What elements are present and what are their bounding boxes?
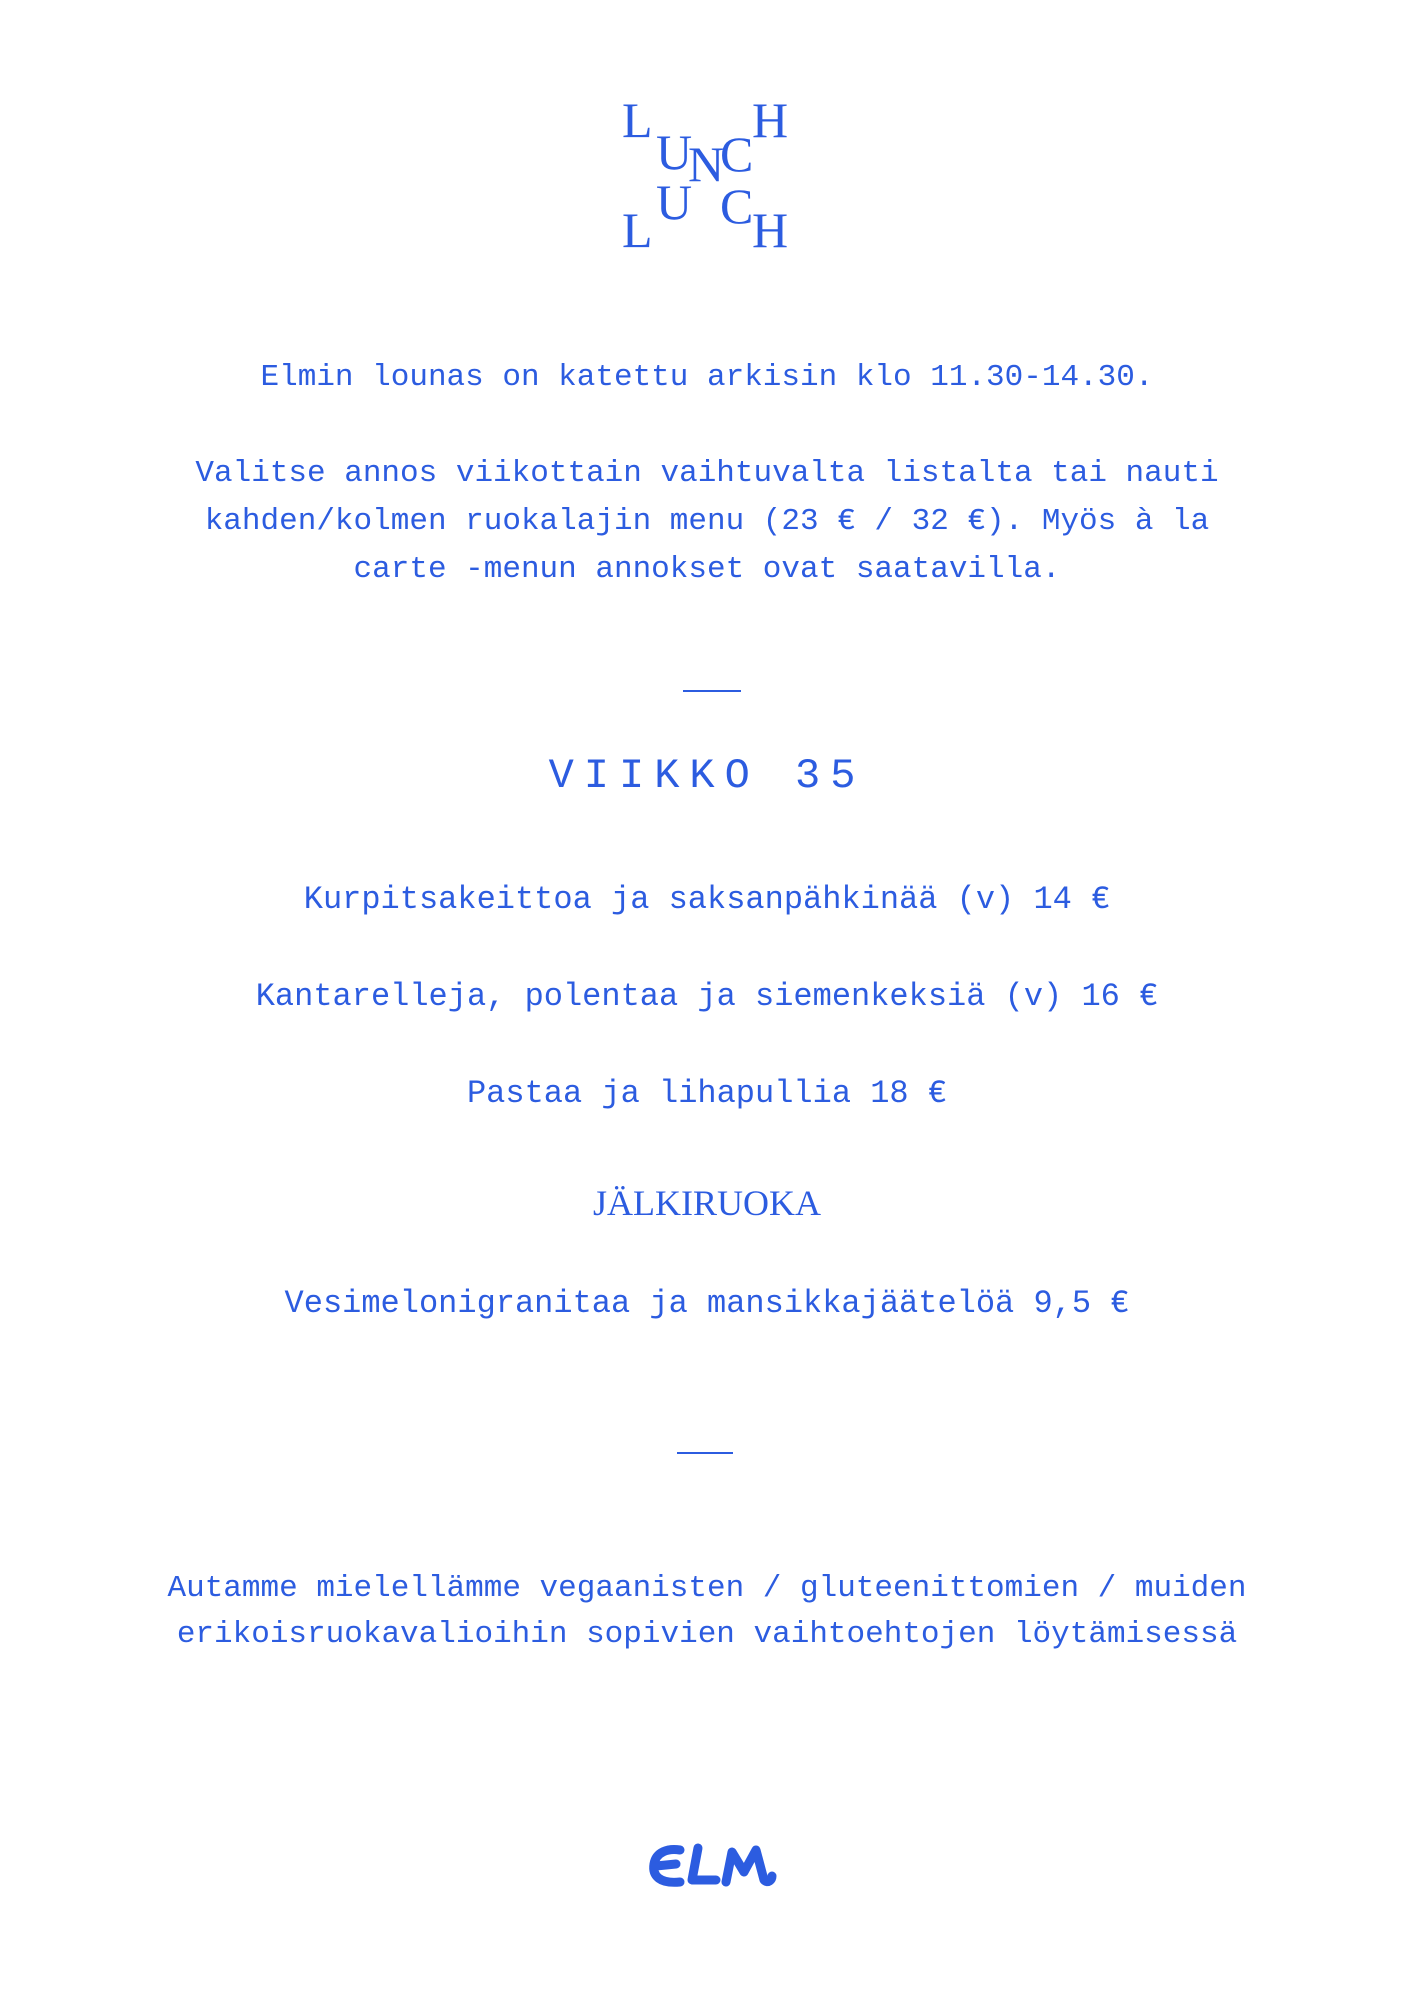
description-line: carte -menun annokset ovat saatavilla.: [353, 552, 1061, 587]
elm-logo-mark: [646, 1840, 780, 1892]
logo-letter: U: [656, 124, 693, 180]
dessert-item: Vesimelonigranitaa ja mansikkajäätelöä 9,5 €: [284, 1285, 1130, 1322]
week-title: VIIKKO 35: [548, 752, 866, 800]
elm-logo: [646, 1840, 780, 1892]
logo-letter: C: [720, 126, 754, 182]
logo-letter: C: [720, 178, 754, 234]
dessert-heading: JÄLKIRUOKA: [593, 1183, 821, 1223]
menu-item: Pastaa ja lihapullia 18 €: [466, 1075, 948, 1112]
note-line: erikoisruokavalioihin sopivien vaihtoehtojen löytämisessä: [176, 1617, 1238, 1652]
dietary-note: [0, 1566, 1414, 1658]
opening-hours: Elmin lounas on katettu arkisin klo 11.30-14.30.: [260, 360, 1154, 395]
menu-item: Kurpitsakeittoa ja saksanpähkinää (v) 14 €: [303, 881, 1111, 918]
description-line: Valitse annos viikottain vaihtuvalta listalta tai nauti: [195, 456, 1219, 491]
divider: [683, 690, 741, 692]
description-line: kahden/kolmen ruokalajin menu (23 € / 32 €). Myös à la: [204, 504, 1210, 539]
note-line: Autamme mielellämme vegaanisten / gluteenittomien / muiden: [167, 1571, 1247, 1606]
divider: [677, 1452, 733, 1454]
logo-letter: L: [622, 202, 653, 258]
menu-item: Kantarelleja, polentaa ja siemenkeksiä (v) 16 €: [255, 978, 1159, 1015]
logo-letter: H: [752, 92, 789, 148]
logo-letter: N: [688, 136, 725, 192]
logo-letter: U: [656, 174, 693, 230]
menu-description: [0, 450, 1414, 594]
logo-letter: H: [752, 202, 789, 258]
logo-letter: L: [622, 92, 653, 148]
lunch-logo: [622, 92, 802, 258]
